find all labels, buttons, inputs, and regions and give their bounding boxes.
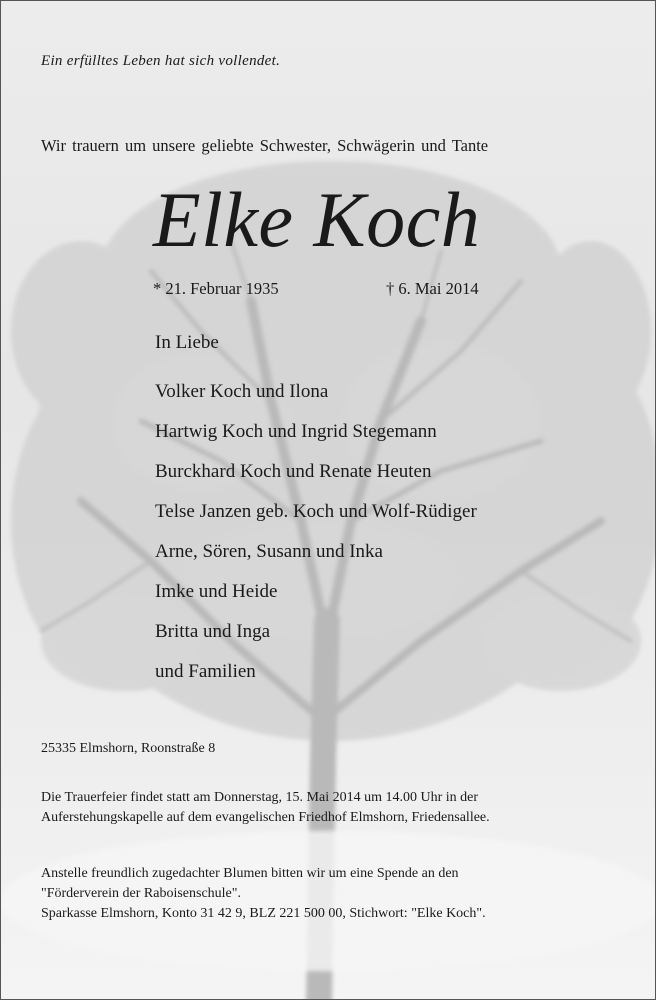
mourner-entry: Britta und Inga bbox=[155, 621, 271, 642]
in-love-text: In Liebe bbox=[155, 332, 219, 353]
mourners-list bbox=[155, 380, 477, 700]
mourner-entry: Volker Koch und Ilona bbox=[155, 381, 329, 402]
donation-info-line: Sparkasse Elmshorn, Konto 31 42 9, BLZ 221 500 00, Stichwort: "Elke Koch". bbox=[41, 906, 486, 921]
mourner-entry: Hartwig Koch und Ingrid Stegemann bbox=[155, 421, 437, 442]
mourner-entry: und Familien bbox=[155, 661, 256, 682]
motto-text: Ein erfülltes Leben hat sich vollendet. bbox=[41, 53, 281, 69]
funeral-info-line: Die Trauerfeier findet statt am Donnerstag, 15. Mai 2014 um 14.00 Uhr in der bbox=[41, 790, 479, 805]
donation-info-line: Anstelle freundlich zugedachter Blumen bitten wir um eine Spende an den bbox=[41, 866, 459, 881]
deceased-name: Elke Koch bbox=[153, 176, 481, 263]
death-date: † 6. Mai 2014 bbox=[386, 279, 479, 298]
intro-text: Wir trauern um unsere geliebte Schwester, Schwägerin und Tante bbox=[41, 136, 489, 155]
donation-info-line: "Förderverein der Raboisenschule". bbox=[41, 886, 241, 901]
birth-date: * 21. Februar 1935 bbox=[153, 279, 279, 298]
mourner-entry: Telse Janzen geb. Koch und Wolf-Rüdiger bbox=[155, 501, 477, 522]
funeral-info-line: Auferstehungskapelle auf dem evangelischen Friedhof Elmshorn, Friedensallee. bbox=[41, 810, 490, 825]
mourner-entry: Arne, Sören, Susann und Inka bbox=[155, 541, 383, 562]
donation-info bbox=[41, 864, 486, 924]
mourner-entry: Imke und Heide bbox=[155, 581, 278, 602]
funeral-info bbox=[41, 788, 490, 828]
address-text: 25335 Elmshorn, Roonstraße 8 bbox=[41, 741, 216, 756]
mourner-entry: Burckhard Koch und Renate Heuten bbox=[155, 461, 432, 482]
